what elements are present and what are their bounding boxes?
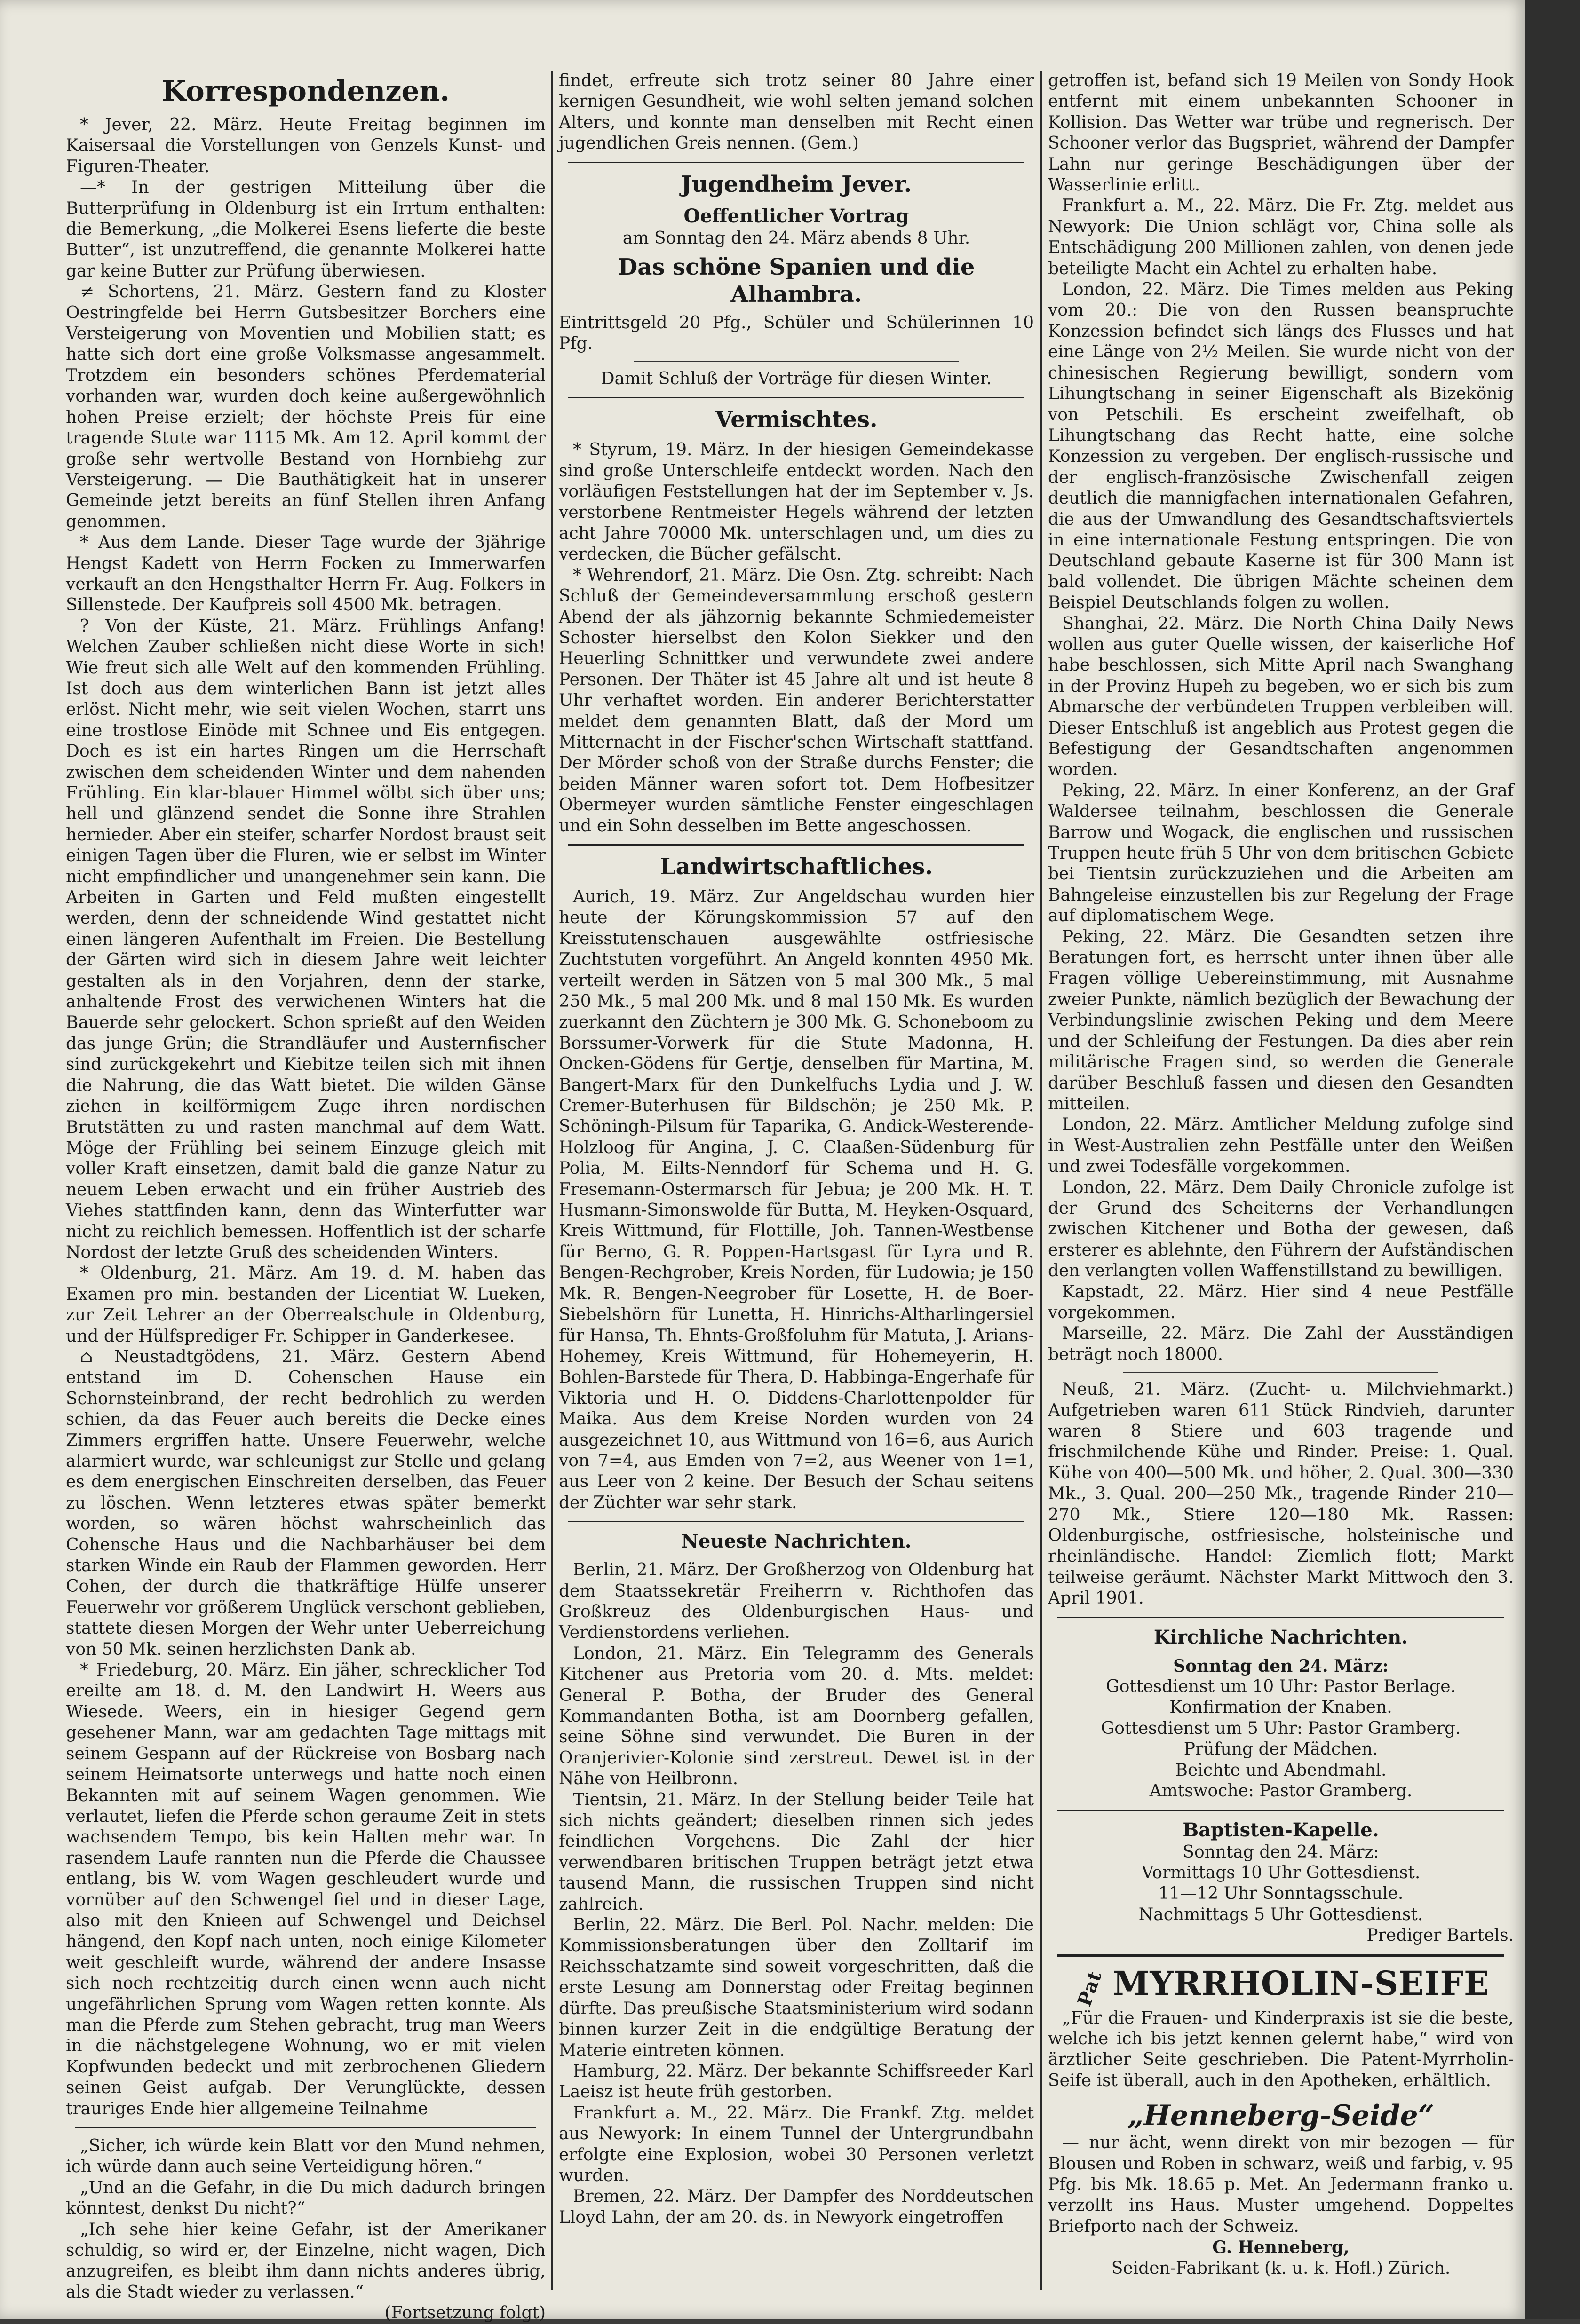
news-item: Kapstadt, 22. März. Hier sind 4 neue Pestfälle vorgekommen. bbox=[1048, 1282, 1514, 1322]
divider bbox=[1123, 1372, 1438, 1373]
article-paragraph: * Aus dem Lande. Dieser Tage wurde der 3jährige Hengst Kadett von Herrn Focken zu Immerwarfen verkauft an den Hengsthalter Herrn Fr. Aug. Folkers in Sillenstede. Der Kaufpreis soll 4500 Mk. betragen. bbox=[66, 533, 546, 615]
ad-pat-mark: Pat bbox=[1073, 1968, 1107, 2009]
section-title-landwirtschaftliches: Landwirtschaftliches. bbox=[659, 853, 933, 880]
news-item: Hamburg, 22. März. Der bekannte Schiffsreeder Karl Laeisz ist heute früh gestorben. bbox=[559, 2061, 1034, 2102]
ad-subtitle: Oeffentlicher Vortrag bbox=[683, 205, 909, 227]
church-date: Sonntag den 24. März: bbox=[1173, 1656, 1389, 1676]
news-item: Marseille, 22. März. Die Zahl der Ausständigen beträgt noch 18000. bbox=[1048, 1324, 1514, 1364]
ad-myrrholin-text: „Für die Frauen- und Kinderpraxis ist sie die beste, welche ich bis jetzt kennen gelernt habe,“ wird von ärztlicher Seite geschrieben. Die Patent-Myrrholin-Seife ist überall, auch in den Apotheken, erhältlich. bbox=[1048, 2008, 1514, 2090]
divider bbox=[568, 397, 1024, 398]
church-signature: Prediger Bartels. bbox=[1366, 1926, 1514, 1945]
serial-paragraph: „Ich sehe hier keine Gefahr, ist der Amerikaner schuldig, so wird er, der Einzelne, nicht wagen, Dich anzugreifen, es bleibt ihm dann nichts anderes übrig, als die Stadt wieder zu verlassen.“ bbox=[66, 2220, 546, 2302]
divider bbox=[568, 1521, 1024, 1522]
news-item: Berlin, 21. März. Der Großherzog von Oldenburg hat dem Staatssekretär Freiherrn v. Richthofen das Großkreuz des Oldenburgischen Haus- und Verdienstordens verliehen. bbox=[559, 1560, 1034, 1643]
ad-henneberg-name: G. Henneberg, bbox=[1212, 2237, 1350, 2258]
church-line: Prüfung der Mädchen. bbox=[1183, 1739, 1378, 1759]
divider bbox=[568, 844, 1024, 846]
news-item: getroffen ist, befand sich 19 Meilen von Sondy Hook entfernt mit einem unbekannten Schooner in Kollision. Das Wetter war trübe und regnerisch. Der Schooner verlor das Bugspriet, während der Dampfer Lahn nur geringe Beschädigungen über der Wasserlinie erlitt. bbox=[1048, 71, 1514, 195]
ad-note: Damit Schluß der Vorträge für diesen Winter. bbox=[601, 369, 992, 388]
news-item: London, 21. März. Ein Telegramm des Generals Kitchener aus Pretoria vom 20. d. Mts. meldet: General P. Botha, der Bruder des General Kommandanten Botha, ist am Doornberg gefallen, seine Söhne sind verwundet. Die Buren in der Oranjerivier-Kolonie sind zerstreut. Dewet ist in der Nähe von Heilbronn. bbox=[559, 1644, 1034, 1789]
church-line: Beichte und Abendmahl. bbox=[1175, 1760, 1387, 1780]
article-paragraph: * Friedeburg, 20. März. Ein jäher, schrecklicher Tod ereilte am 18. d. M. den Landwirt H. Weers aus Wiesede. Weers, ein in hiesiger Gegend gern gesehener Mann, war am gedachten Tage mittags mit seinem Gespann auf der Rückreise von Bosbarg nach seinem Heimatsorte unterwegs und hatte noch einen Bekannten mit auf seinem Wagen genommen. Wie verlautet, liefen die Pferde schon geraume Zeit in stets wachsendem Tempo, bis kein Halten mehr war. In rasendem Laufe rannten nun die Pferde die Chaussee entlang, bis W. vom Wagen geschleudert wurde und vornüber auf den Schwengel fiel und in dieser Lage, also mit den Knieen auf Schwengel und Deichsel hängend, den Kopf nach unten, noch einige Kilometer weit geschleift wurde, während der andere Insasse sich noch rechtzeitig durch einen wenn auch nicht ungefährlichen Sprung vom Wagen retten konnte. Als man die Pferde zum Stehen gebracht, trug man Weers in die nächstgelegene Wohnung, wo er mit vielen Kopfwunden bedeckt und mit zerbrochenen Gliedern seinen Geist aufgab. Der Verunglückte, dessen trauriges Ende hier allgemeine Teilnahme bbox=[66, 1660, 546, 2118]
ad-title-jugendheim: Jugendheim Jever. bbox=[681, 171, 912, 198]
ad-henneberg-text: — nur ächt, wenn direkt von mir bezogen — für Blousen und Roben in schwarz, weiß und farbig, v. 95 Pfg. bis Mk. 18.65 p. Met. An Jedermann franko u. verzollt ins Haus. Muster umgehend. Doppeltes Briefporto nach der Schweiz. bbox=[1048, 2133, 1514, 2236]
church-line: Sonntag den 24. März: bbox=[1183, 1842, 1379, 1862]
continuation-note: (Fortsetzung folgt) bbox=[384, 2303, 546, 2323]
divider bbox=[634, 361, 959, 362]
news-item: Frankfurt a. M., 22. März. Die Fr. Ztg. meldet aus Newyork: Die Union schlägt vor, China solle als Entschädigung 200 Millionen zahlen, von denen jede beteiligte Macht ein Achtel zu erhalten habe. bbox=[1048, 196, 1514, 278]
article-paragraph: * Wehrendorf, 21. März. Die Osn. Ztg. schreibt: Nach Schluß der Gemeindeversammlung erschoß gestern Abend der als jähzornig bekannte Schmiedemeister Schoster hierselbst den Kolon Siekker und den Heuerling Schnittker und verwundete zwei andere Personen. Der Thäter ist 45 Jahre alt und ist heute 8 Uhr verhaftet worden. Ein anderer Berichterstatter meldet dem genannten Blatt, daß der Mord um Mitternacht in der Fischer'schen Wirtschaft stattfand. Der Mörder schoß von der Straße durchs Fenster; die beiden Männer waren sofort tot. Dem Hofbesitzer Obermeyer wurden sämtliche Fenster eingeschlagen und ein Sohn desselben im Bette angeschossen. bbox=[559, 565, 1034, 836]
column-middle bbox=[559, 71, 1034, 2290]
news-item: London, 22. März. Dem Daily Chronicle zufolge ist der Grund des Scheiterns der Verhandlungen zwischen Kitchener und Botha der gewesen, daß ersterer es ablehnte, den Führern der Aufständischen den verlangten vollen Waffenstillstand zu bewilligen. bbox=[1048, 1178, 1514, 1281]
article-paragraph: ? Von der Küste, 21. März. Frühlings Anfang! Welchen Zauber schließen nicht diese Worte in sich! Wie freut sich alle Welt auf den kommenden Frühling. Ist doch aus dem winterlichen Bann ist jetzt alles erlöst. Nicht mehr, wie seit vielen Wochen, starrt uns eine trostlose Einöde mit Schnee und Eis entgegen. Doch es ist ein hartes Ringen um die Herrschaft zwischen dem scheidenden Winter und dem nahenden Frühling. Ein klar-blauer Himmel wölbt sich über uns; hell und glänzend sendet die Sonne ihre Strahlen hernieder. Aber ein steifer, scharfer Nordost braust seit einigen Tagen über die Fluren, wie er selbst im Winter nicht empfindlicher und unangenehmer sein kann. Die Arbeiten in Garten und Feld mußten eingestellt werden, denn der schneidende Wind gestattet nicht einen längeren Aufenthalt im Freien. Die Bestellung der Gärten wird sich in diesem Jahre weit leichter gestalten als in den Vorjahren, denn der starke, anhaltende Frost des verwichenen Winters hat die Bauerde sehr gelockert. Schon sprießt auf den Weiden das junge Grün; die Strandläufer und Austernfischer sind zurückgekehrt und Kiebitze teilen sich mit ihnen die Nahrung, die das Watt bietet. Die wilden Gänse ziehen in keilförmigem Zuge ihren nordischen Brutstätten zu und rasten manchmal auf dem Watt. Möge der Frühling bei seinem Einzuge gleich mit voller Kraft einsetzen, damit bald die ganze Natur zu neuem Leben erwacht und ein früher Austrieb des Viehes stattfinden kann, denn das Winterfutter war nicht zu reichlich bemessen. Hoffentlich ist der scharfe Nordost der letzte Gruß des scheidenden Winters. bbox=[66, 616, 546, 1262]
news-item: London, 22. März. Amtlicher Meldung zufolge sind in West-Australien zehn Pestfälle unter den Weißen und zwei Todesfälle vorgekommen. bbox=[1048, 1115, 1514, 1177]
article-paragraph: Aurich, 19. März. Zur Angeldschau wurden hier heute der Körungskommission 57 auf den Kreisstutenschauen ausgewählte ostfriesische Zuchtstuten vorgeführt. An Angeld konnten 4950 Mk. verteilt werden in Sätzen von 5 mal 300 Mk., 5 mal 250 Mk., 5 mal 200 Mk. und 8 mal 150 Mk. Es wurden zuerkannt den Züchtern je 300 Mk. G. Schoneboom zu Borssumer-Vorwerk für die Stute Madonna, H. Oncken-Gödens für Gertje, denselben für Martina, M. Bangert-Marx für den Dunkelfuchs Lydia und J. W. Cremer-Buterhusen für Bildschön; je 250 Mk. P. Schöningh-Pilsum für Taparika, G. Andick-Westerende-Holzloog für Angina, J. C. Claaßen-Südenburg für Polia, M. Eilts-Nenndorf für Schema und H. G. Fresemann-Ostermarsch für Jebua; je 200 Mk. H. T. Husmann-Simonswolde für Butta, M. Heyken-Osquard, Kreis Wittmund, für Flottille, Joh. Tannen-Westbense für Berno, G. R. Poppen-Hartsgast für Lyra und R. Bengen-Rechgrober, Kreis Norden, für Ludowia; je 150 Mk. R. Bengen-Neegrober für Losette, H. de Boer-Siebelshörn für Lunetta, H. Hinrichs-Altharlingersiel für Hansa, Th. Ehnts-Großfoluhm für Matuta, J. Arians-Hohemey, Kreis Wittmund, für Hohemeyerin, H. Bohlen-Barstede für Thera, D. Habbinga-Engerhafe für Viktoria und H. O. Diddens-Charlottenpolder für Maika. Aus dem Kreise Norden wurden von 24 ausgezeichnet 10, aus Wittmund von 16=6, aus Aurich von 7=4, aus Emden von 7=2, aus Weener von 1=1, aus Leer von 2 keine. Der Besuch der Schau seitens der Züchter war sehr stark. bbox=[559, 887, 1034, 1512]
ad-date: am Sonntag den 24. März abends 8 Uhr. bbox=[622, 228, 970, 248]
article-paragraph: ≠ Schortens, 21. März. Gestern fand zu Kloster Oestringfelde bei Herrn Gutsbesitzer Borchers eine Versteigerung von Moventien und Mobilien statt; es hatte sich dort eine große Volksmasse angesammelt. Trotzdem ein besonders schönes Pferdematerial vorhanden war, wurden doch keine außergewöhnlich hohen Preise erzielt; der höchste Preis für eine tragende Stute war 1115 Mk. Am 12. April kommt der große sehr wertvolle Bestand von Hornbiehg zur Versteigerung. — Die Bauthätigkeit hat in unserer Gemeinde jetzt bereits an fünf Stellen ihren Anfang genommen. bbox=[66, 282, 546, 531]
section-title-neueste-nachrichten: Neueste Nachrichten. bbox=[681, 1530, 912, 1553]
news-item: Bremen, 22. März. Der Dampfer des Norddeutschen Lloyd Lahn, der am 20. ds. in Newyork eingetroffen bbox=[559, 2187, 1034, 2227]
section-title-korrespondenzen: Korrespondenzen. bbox=[161, 75, 450, 108]
news-item: Peking, 22. März. Die Gesandten setzen ihre Beratungen fort, es herrscht unter ihnen über alle Fragen völlige Uebereinstimmung, mit Ausnahme zweier Punkte, nämlich bezüglich der Bewachung der Verbindungslinie zwischen Peking und dem Meere und der Schleifung der Festungen. Da dies aber rein militärische Fragen sind, so werden die Generale darüber Beschluß fassen und diesen den Gesandten mitteilen. bbox=[1048, 927, 1514, 1114]
article-paragraph: ⌂ Neustadtgödens, 21. März. Gestern Abend entstand im D. Cohenschen Hause ein Schornsteinbrand, der recht bedrohlich zu werden schien, da das Feuer auch bereits die Decke eines Zimmers ergriffen hatte. Unsere Feuerwehr, welche alarmiert wurde, war schleunigst zur Stelle und gelang es dem energischen Einschreiten derselben, das Feuer zu löschen. Wenn letzteres etwas später bemerkt worden, so wären höchst wahrscheinlich das Cohensche Haus und die Nachbarhäuser bei dem starken Winde ein Raub der Flammen geworden. Herr Cohen, der durch die thatkräftige Hülfe unserer Feuerwehr vor größerem Unglück verschont geblieben, stattete diesen Morgen der Wehr unter Ueberreichung von 50 Mk. seinen herzlichsten Dank ab. bbox=[66, 1347, 546, 1659]
church-line: Gottesdienst um 5 Uhr: Pastor Gramberg. bbox=[1101, 1718, 1461, 1738]
column-rule bbox=[1040, 71, 1042, 2290]
ad-henneberg-firm: Seiden-Fabrikant (k. u. k. Hofl.) Zürich. bbox=[1111, 2258, 1451, 2278]
divider bbox=[568, 162, 1024, 163]
news-item: Shanghai, 22. März. Die North China Daily News wollen aus guter Quelle wissen, der kaiserliche Hof habe beschlossen, sich Mitte April nach Swanghang in der Provinz Hupeh zu begeben, wo er sich bis zum Abmarsche der verbündeten Truppen verbleiben will. Dieser Entschluß ist angeblich aus Protest gegen die Befestigung der Gesandtschaften angenommen worden. bbox=[1048, 614, 1514, 780]
market-report: Neuß, 21. März. (Zucht- u. Milchviehmarkt.) Aufgetrieben waren 611 Stück Rindvieh, darunter waren 8 Stiere und 603 tragende und frischmilchende Kühe und Rinder. Preise: 1. Qual. Kühe von 400—500 Mk. und höher, 2. Qual. 300—330 Mk., 3. Qual. 200—250 Mk., tragende Rinder 210—270 Mk., Stiere 120—180 Mk. Rassen: Oldenburgische, ostfriesische, holsteinische und rheinländische. Handel: Ziemlich flott; Markt teilweise geräumt. Nächster Markt Mittwoch den 3. April 1901. bbox=[1048, 1380, 1514, 1608]
divider bbox=[1057, 1810, 1504, 1811]
news-item: Berlin, 22. März. Die Berl. Pol. Nachr. melden: Die Kommissionsberatungen über den Zolltarif im Reichsschatzamte sind soweit vorgeschritten, daß die erste Lesung am Donnerstag oder Freitag beginnen dürfte. Das preußische Staatsministerium wird sodann binnen kurzer Zeit in die endgültige Beratung der Materie eintreten können. bbox=[559, 1915, 1034, 2060]
divider bbox=[1057, 1617, 1504, 1618]
news-item: Tientsin, 21. März. In der Stellung beider Teile hat sich nichts geändert; dieselben rinnen sich jedes feindlichen Vorgehens. Die Zahl der hier verwendbaren britischen Truppen beträgt jetzt etwa tausend Mann, die russischen Truppen sind nicht zahlreich. bbox=[559, 1790, 1034, 1914]
divider bbox=[1057, 1954, 1504, 1957]
ad-topic: Das schöne Spanien und die Alhambra. bbox=[618, 254, 975, 308]
church-line: Amtswoche: Pastor Gramberg. bbox=[1149, 1781, 1413, 1801]
news-item: London, 22. März. Die Times melden aus Peking vom 20.: Die von den Russen beanspruchte Konzession befindet sich längs des Flusses und hat eine Länge von 2½ Meilen. Sie wurde nicht von der chinesischen Regierung bewilligt, sondern vom Lihungtschang in seiner Eigenschaft als Bizekönig von Petschili. Es erscheint zweifelhaft, ob Lihungtschang das Recht hatte, eine solche Konzession zu vergeben. Der englisch-russische und der englisch-französische Zwischenfall zeigen deutlich die mannigfachen internationalen Gefahren, die aus der Umwandlung des Gesandtschaftsviertels in eine internationale Festung entspringen. Die von Deutschland gebaute Kaserne ist für 300 Mann ist bald vollendet. Die übrigen Mächte scheinen dem Beispiel Deutschlands folgen zu wollen. bbox=[1048, 280, 1514, 613]
divider bbox=[75, 2127, 536, 2128]
ad-myrrholin-name: MYRRHOLIN-SEIFE bbox=[1112, 1963, 1490, 2003]
section-title-baptisten-kapelle: Baptisten-Kapelle. bbox=[1183, 1818, 1379, 1841]
serial-paragraph: „Sicher, ich würde kein Blatt vor den Mund nehmen, ich würde dann auch seine Verteidigung hören.“ bbox=[66, 2136, 546, 2177]
church-line: Gottesdienst um 10 Uhr: Pastor Berlage. bbox=[1106, 1677, 1456, 1697]
church-line: 11—12 Uhr Sonntagsschule. bbox=[1158, 1884, 1404, 1904]
scanner-background bbox=[1525, 0, 1580, 2319]
news-item: Peking, 22. März. In einer Konferenz, an der Graf Waldersee teilnahm, beschlossen die Generale Barrow und Wogack, die englischen und russischen Truppen heute früh 5 Uhr von dem britischen Gebiete bei Tientsin zurückzuziehen und die Arbeiten am Bahngeleise einzustellen bis zur Regelung der Frage auf diplomatischem Wege. bbox=[1048, 781, 1514, 926]
news-item: Frankfurt a. M., 22. März. Die Frankf. Ztg. meldet aus Newyork: In einem Tunnel der Untergrundbahn erfolgte eine Explosion, wobei 30 Personen verletzt wurden. bbox=[559, 2103, 1034, 2185]
article-paragraph: * Oldenburg, 21. März. Am 19. d. M. haben das Examen pro min. bestanden der Licentiat W. Lueken, zur Zeit Lehrer an der Oberrealschule in Oldenburg, und der Hülfsprediger Fr. Schipper in Ganderkesee. bbox=[66, 1264, 546, 1346]
section-title-vermischtes: Vermischtes. bbox=[715, 406, 878, 433]
article-paragraph: * Jever, 22. März. Heute Freitag beginnen im Kaisersaal die Vorstellungen von Genzels Kunst- und Figuren-Theater. bbox=[66, 115, 546, 176]
church-line: Vormittags 10 Uhr Gottesdienst. bbox=[1141, 1863, 1421, 1882]
column-right bbox=[1048, 71, 1514, 2290]
column-left bbox=[66, 71, 546, 2323]
church-line: Konfirmation der Knaben. bbox=[1169, 1698, 1392, 1717]
article-paragraph: * Styrum, 19. März. In der hiesigen Gemeindekasse sind große Unterschleife entdeckt worden. Nach den vorläufigen Feststellungen hat der im September v. Js. verstorbene Rentmeister Hegels während der letzten acht Jahre 70000 Mk. unterschlagen und, um dies zu verdecken, die Bücher gefälscht. bbox=[559, 440, 1034, 564]
ad-fee: Eintrittsgeld 20 Pfg., Schüler und Schülerinnen 10 Pfg. bbox=[559, 313, 1034, 354]
ad-myrrholin-title bbox=[1048, 1964, 1514, 2008]
article-paragraph: —* In der gestrigen Mitteilung über die Butterprüfung in Oldenburg ist ein Irrtum enthalten: die Bemerkung, „die Molkerei Esens lieferte die beste Butter“, ist unzutreffend, die genannte Molkerei hatte gar keine Butter zur Prüfung überwiesen. bbox=[66, 178, 546, 281]
serial-paragraph: „Und an die Gefahr, in die Du mich dadurch bringen könntest, denkst Du nicht?“ bbox=[66, 2178, 546, 2219]
church-line: Nachmittags 5 Uhr Gottesdienst. bbox=[1138, 1905, 1423, 1924]
article-paragraph: findet, erfreute sich trotz seiner 80 Jahre einer kernigen Gesundheit, wie wohl selten jemand solchen Alters, und konnte man denselben mit Recht einen jugendlichen Greis nennen. (Gem.) bbox=[559, 71, 1034, 153]
ad-henneberg-title: „Henneberg-Seide“ bbox=[1127, 2099, 1435, 2133]
column-rule bbox=[551, 71, 553, 2290]
section-title-kirchliche-nachrichten: Kirchliche Nachrichten. bbox=[1153, 1626, 1408, 1648]
